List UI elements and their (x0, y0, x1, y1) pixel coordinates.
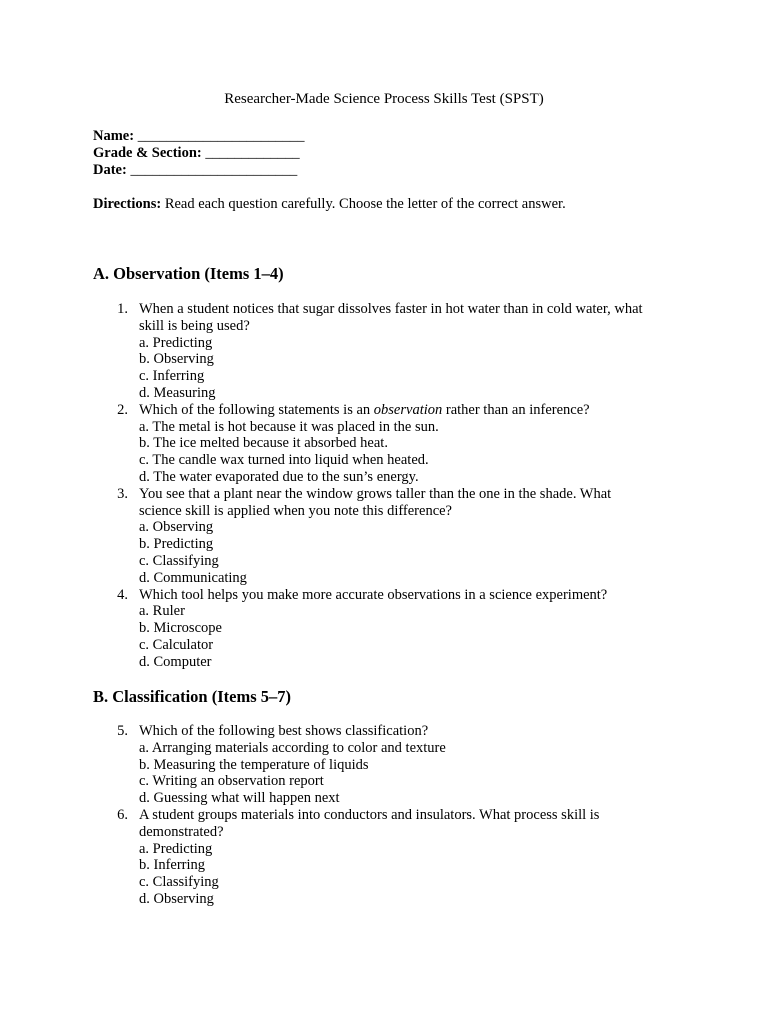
option-d: d. Communicating (139, 569, 247, 586)
section-title: B. Classification (Items 5–7) (93, 687, 291, 706)
question-6 (93, 807, 653, 908)
grade-section-field[interactable] (93, 145, 304, 162)
question-text: A student groups materials into conductors and insulators. What process skill is demonstrated? (139, 806, 600, 840)
directions (93, 196, 566, 213)
date-label: Date: (93, 161, 127, 178)
option-d: d. The water evaporated due to the sun’s energy. (139, 468, 419, 485)
option-b: b. Inferring (139, 857, 206, 874)
option-a: a. Ruler (139, 603, 185, 620)
name-label: Name: (93, 128, 135, 144)
option-d: d. Computer (139, 653, 212, 670)
option-b: b. Microscope (139, 620, 222, 637)
option-c: c. Calculator (139, 636, 214, 653)
option-b: b. Measuring the temperature of liquids (139, 756, 369, 773)
question-number: 5. (117, 723, 128, 739)
option-c: c. Writing an observation report (139, 773, 324, 790)
question-number: 2. (117, 401, 128, 418)
option-b: b. The ice melted because it absorbed heat. (139, 435, 388, 452)
question-text: You see that a plant near the window grows taller than the one in the shade. What science skill is applied when you note this difference? (139, 485, 612, 519)
option-a: a. Observing (139, 519, 214, 536)
question-number: 6. (117, 806, 128, 823)
date-field[interactable] (93, 162, 304, 179)
document-title: Researcher-Made Science Process Skills Test (SPST) (224, 91, 544, 107)
option-c: c. Classifying (139, 874, 219, 891)
student-info-fields (93, 128, 304, 178)
option-a: a. Predicting (139, 840, 213, 857)
question-text: When a student notices that sugar dissolves faster in hot water than in cold water, what skill is being used? (139, 301, 643, 334)
option-a: a. Arranging materials according to color and texture (139, 739, 446, 756)
question-text: Which of the following best shows classification? (139, 723, 429, 739)
question-3 (93, 486, 653, 587)
question-list-classification (93, 723, 653, 908)
question-number: 3. (117, 485, 128, 502)
name-field[interactable] (93, 128, 304, 145)
question-list-observation (93, 301, 653, 671)
option-c: c. Inferring (139, 368, 205, 385)
question-number: 4. (117, 586, 128, 603)
question-text-end: rather than an inference? (442, 401, 590, 418)
directions-label: Directions: (93, 196, 162, 212)
question-text-start: Which of the following statements is an (139, 401, 374, 418)
question-1 (93, 301, 653, 402)
option-d: d. Guessing what will happen next (139, 790, 340, 807)
option-d: d. Measuring (139, 384, 216, 401)
question-text-emphasis: observation (373, 401, 443, 418)
option-d: d. Observing (139, 890, 214, 907)
option-a: a. Predicting (139, 334, 213, 351)
question-text: Which tool helps you make more accurate observations in a science experiment? (139, 586, 608, 603)
option-a: a. The metal is hot because it was placed in the sun. (139, 418, 439, 435)
option-c: c. Classifying (139, 552, 219, 569)
question-5 (93, 723, 653, 807)
name-line: _______________________ (137, 128, 305, 144)
grade-section-line: _____________ (205, 144, 300, 161)
question-2 (93, 402, 653, 486)
option-b: b. Observing (139, 351, 214, 368)
question-number: 1. (117, 301, 128, 317)
section-observation (93, 264, 284, 284)
option-b: b. Predicting (139, 536, 214, 553)
directions-text: Read each question carefully. Choose the letter of the correct answer. (164, 196, 566, 212)
question-4 (93, 587, 653, 671)
section-title: A. Observation (Items 1–4) (93, 264, 284, 283)
section-classification (93, 687, 291, 707)
date-line: _______________________ (130, 161, 298, 178)
option-c: c. The candle wax turned into liquid when heated. (139, 452, 429, 469)
grade-section-label: Grade & Section: (93, 144, 202, 161)
